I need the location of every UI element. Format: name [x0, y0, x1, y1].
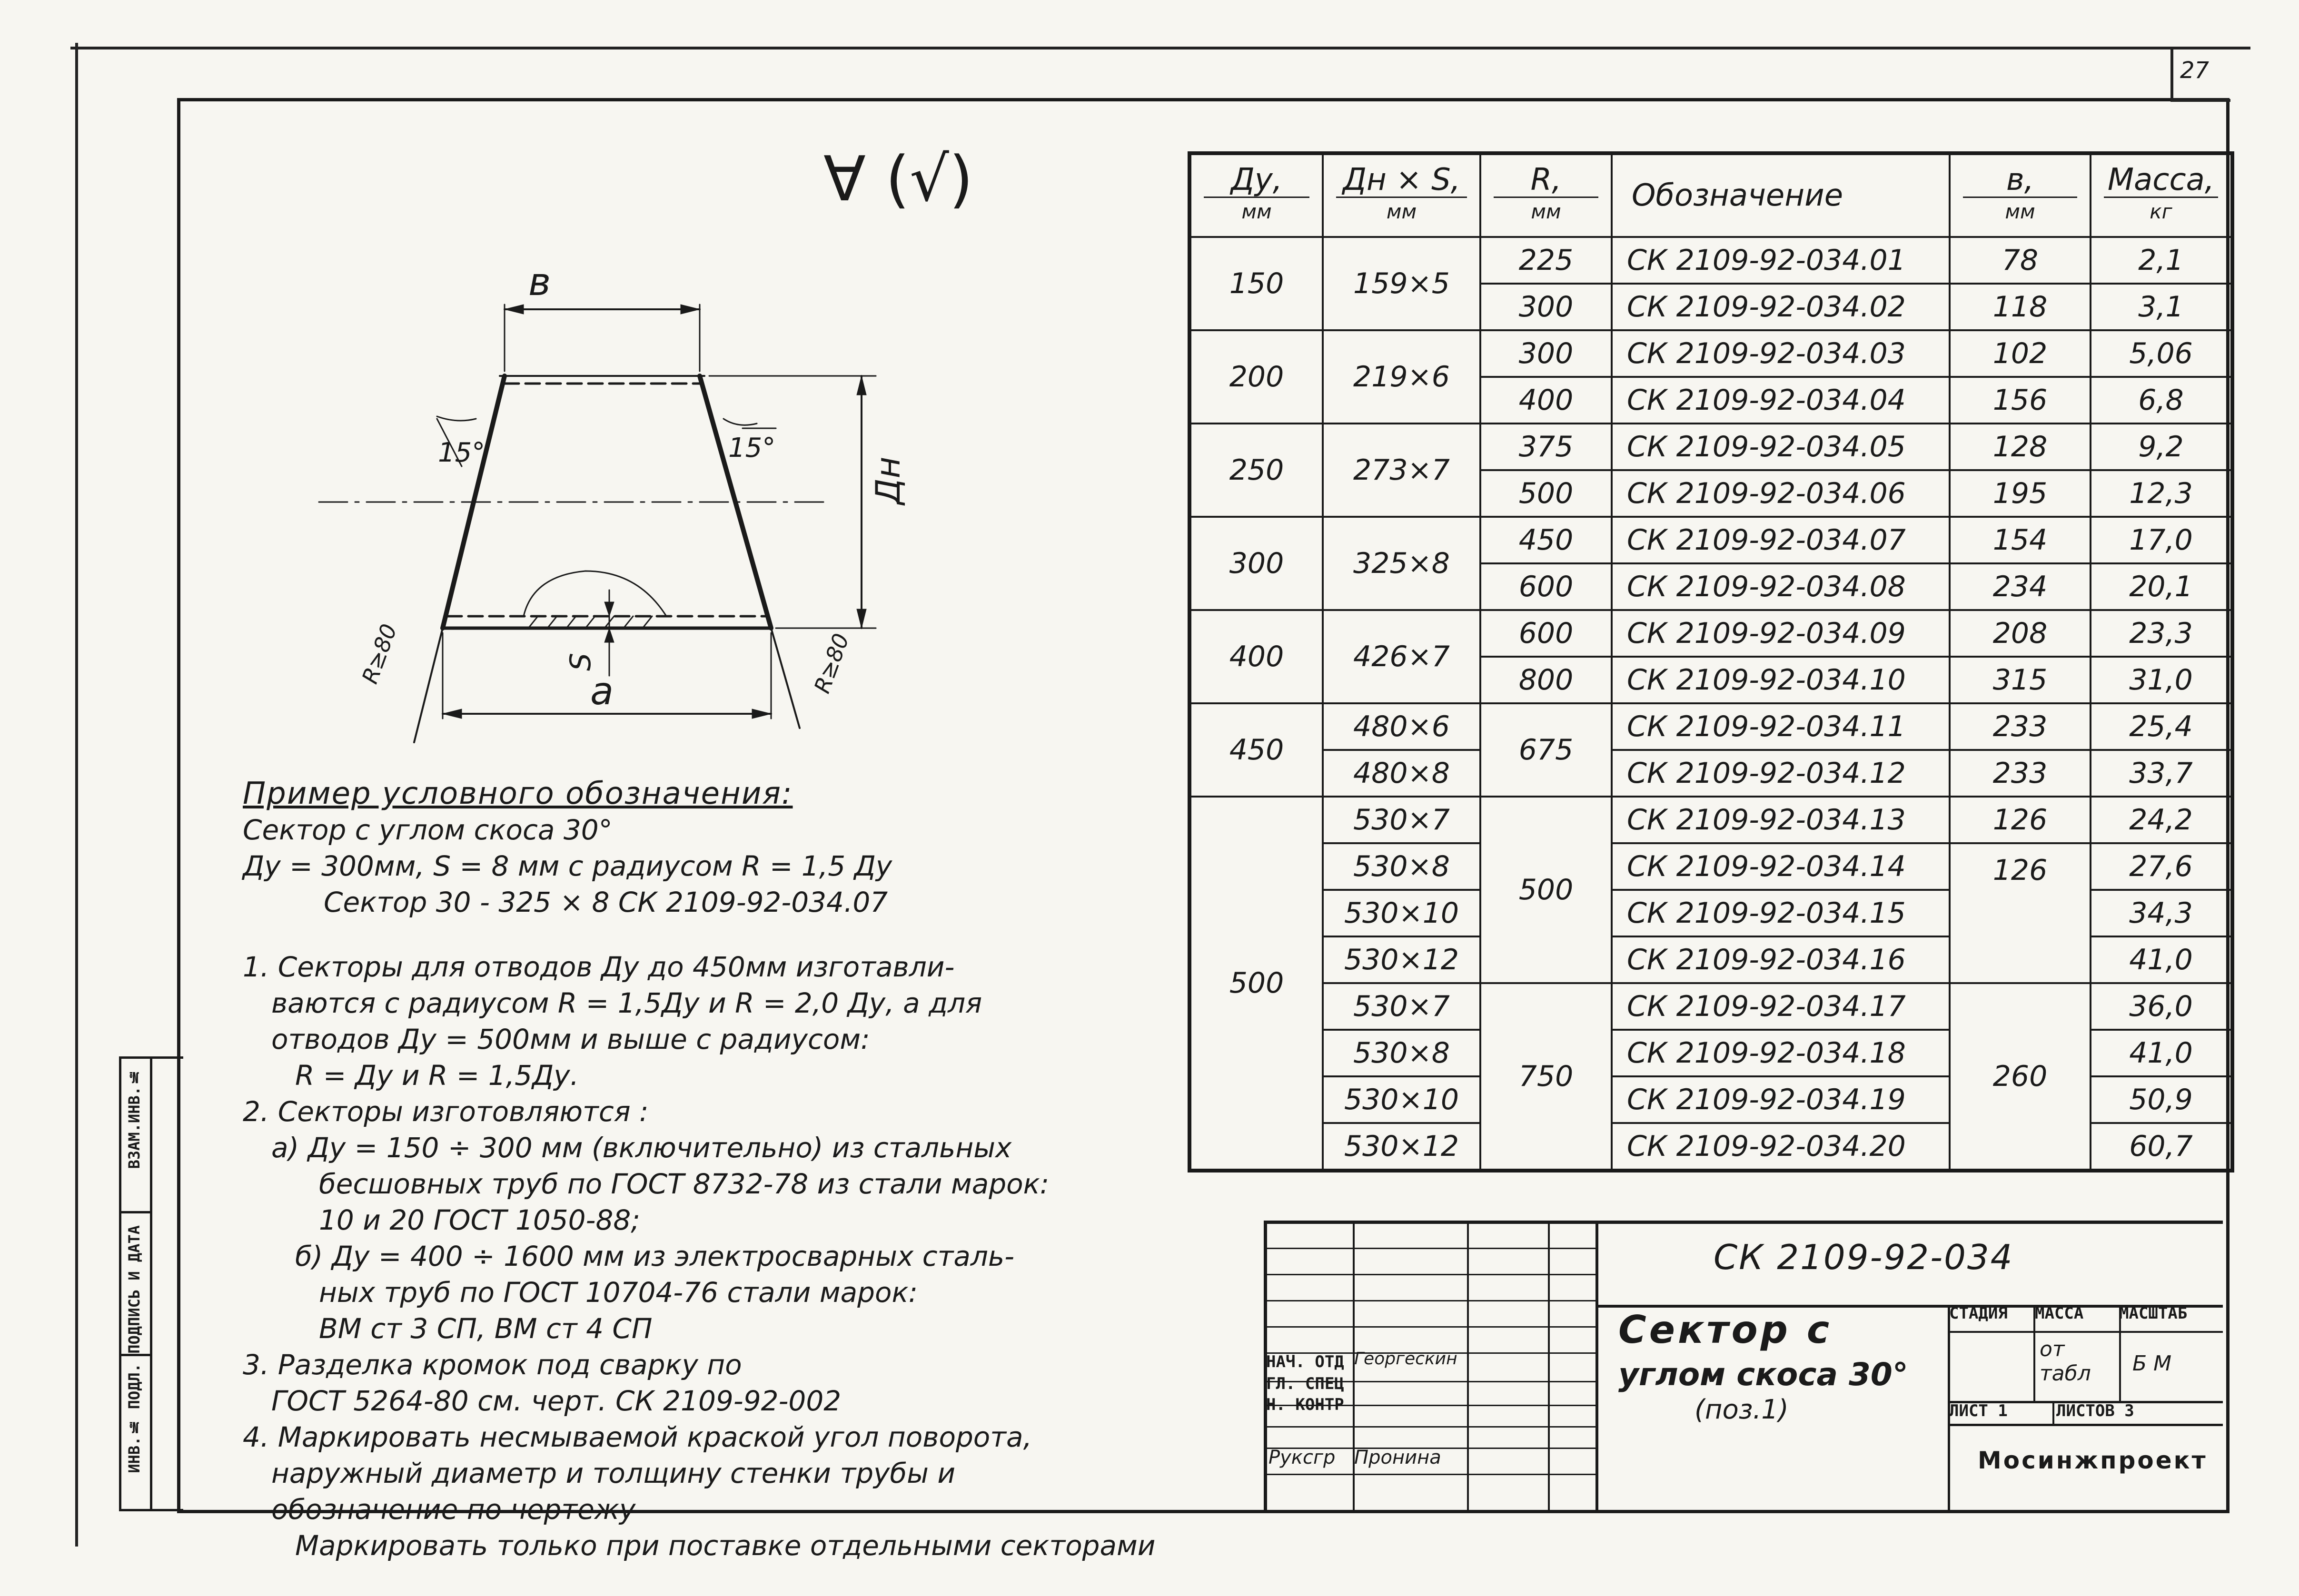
cell-r: 800 [1480, 657, 1612, 703]
cell-designation: СК 2109-92-034.12 [1612, 750, 1950, 797]
cell-dy: 500 [1189, 797, 1323, 1171]
note-line: 4. Маркировать несмываемой краской угол поворота, [243, 1421, 1032, 1453]
role-label: НАЧ. ОТД [1266, 1352, 1344, 1371]
table-header-row [1189, 153, 2232, 237]
cell-mass: 3,1 [2091, 284, 2232, 330]
note-line: наружный диаметр и толщину стенки трубы и [271, 1457, 956, 1489]
cell-designation: СК 2109-92-034.14 [1612, 843, 1950, 890]
note-line: обозначение по чертежу [271, 1493, 636, 1526]
cell-dn: 480×6 [1323, 703, 1480, 750]
table-row [1189, 237, 2232, 284]
note-line: а) Ду = 150 ÷ 300 мм (включительно) из стальных [271, 1132, 1012, 1164]
cell-dn: 530×10 [1323, 1076, 1480, 1123]
cell-b: 234 [1950, 563, 2091, 610]
angle-label-left: 15° [438, 437, 486, 468]
cell-dn: 219×6 [1323, 330, 1480, 424]
cell-dy: 300 [1189, 517, 1323, 610]
sheets-label: ЛИСТОВ 3 [2056, 1401, 2134, 1420]
cell-r: 750 [1480, 983, 1612, 1171]
cell-mass: 27,6 [2091, 843, 2232, 890]
scale-value: Б М [2132, 1351, 2172, 1376]
cell-designation: СК 2109-92-034.07 [1612, 517, 1950, 563]
side-stamp-label-inv: ИНВ.№ ПОДЛ. [125, 1363, 143, 1473]
cell-mass: 9,2 [2091, 424, 2232, 470]
cell-b: 233 [1950, 703, 2091, 750]
example-line: Ду = 300мм, S = 8 мм с радиусом R = 1,5 Ду [243, 850, 892, 882]
cell-designation: СК 2109-92-034.04 [1612, 377, 1950, 424]
col-header-dy: Ду, мм [1189, 153, 1323, 237]
col-header-dn: Дн × S, мм [1323, 153, 1480, 237]
cell-b: 156 [1950, 377, 2091, 424]
dim-label-b: в [528, 260, 551, 304]
cell-dy: 150 [1189, 237, 1323, 330]
cell-b: 128 [1950, 424, 2091, 470]
col-header-mass: Масса, кг [2091, 153, 2232, 237]
cell-mass: 41,0 [2091, 1030, 2232, 1076]
cell-designation: СК 2109-92-034.09 [1612, 610, 1950, 657]
sector-spec-table [1188, 151, 2234, 1172]
cell-b: 260 [1950, 983, 2091, 1171]
cell-designation: СК 2109-92-034.08 [1612, 563, 1950, 610]
drawing-title-line3: (поз.1) [1695, 1394, 1789, 1425]
angle-label-right: 15° [728, 433, 776, 463]
cell-mass: 17,0 [2091, 517, 2232, 563]
table-row [1189, 610, 2232, 657]
cell-designation: СК 2109-92-034.15 [1612, 890, 1950, 936]
table-row [1189, 517, 2232, 563]
cell-designation: СК 2109-92-034.19 [1612, 1076, 1950, 1123]
cell-r: 300 [1480, 330, 1612, 377]
table-row [1189, 703, 2232, 750]
note-line: 2. Секторы изготовляются : [243, 1095, 649, 1128]
cell-designation: СК 2109-92-034.03 [1612, 330, 1950, 377]
cell-b: 126 [1950, 843, 2091, 983]
note-line: отводов Ду = 500мм и выше с радиусом: [271, 1023, 870, 1055]
sheet-label: ЛИСТ 1 [1949, 1401, 2008, 1420]
roughness-symbol: ∀ (√) [823, 143, 973, 215]
cell-r: 675 [1480, 703, 1612, 797]
cell-designation: СК 2109-92-034.20 [1612, 1123, 1950, 1171]
note-line: б) Ду = 400 ÷ 1600 мм из электросварных сталь- [295, 1240, 1015, 1272]
cell-designation: СК 2109-92-034.17 [1612, 983, 1950, 1030]
cell-dy: 450 [1189, 703, 1323, 797]
example-title: Пример условного обозначения: [243, 776, 793, 811]
cell-dy: 250 [1189, 424, 1323, 517]
cell-dn: 530×12 [1323, 1123, 1480, 1171]
note-line: ВМ ст 3 СП, ВМ ст 4 СП [319, 1312, 653, 1345]
note-line: 3. Разделка кромок под сварку по [243, 1349, 742, 1381]
col-header-r: R, мм [1480, 153, 1612, 237]
role-name: Пронина [1354, 1447, 1441, 1468]
cell-designation: СК 2109-92-034.18 [1612, 1030, 1950, 1076]
cell-r: 600 [1480, 563, 1612, 610]
cell-r: 225 [1480, 237, 1612, 284]
cell-mass: 24,2 [2091, 797, 2232, 843]
cell-mass: 41,0 [2091, 936, 2232, 983]
cell-mass: 36,0 [2091, 983, 2232, 1030]
role-label: Н. КОНТР [1266, 1395, 1344, 1414]
radius-label-right: R≥80 [809, 630, 854, 697]
cell-mass: 33,7 [2091, 750, 2232, 797]
cell-dn: 530×7 [1323, 983, 1480, 1030]
cell-dy: 400 [1189, 610, 1323, 703]
note-line: ных труб по ГОСТ 10704-76 стали марок: [319, 1276, 918, 1309]
sector-drawing [305, 247, 933, 771]
cell-mass: 2,1 [2091, 237, 2232, 284]
cell-b: 126 [1950, 797, 2091, 843]
example-line: Сектор 30 - 325 × 8 СК 2109-92-034.07 [324, 886, 888, 918]
cell-dn: 426×7 [1323, 610, 1480, 703]
table-row [1189, 843, 2232, 890]
cell-designation: СК 2109-92-034.06 [1612, 470, 1950, 517]
cell-b: 233 [1950, 750, 2091, 797]
note-line: 1. Секторы для отводов Ду до 450мм изготавли- [243, 951, 955, 983]
cell-r: 375 [1480, 424, 1612, 470]
stage-label: СТАДИЯ [1949, 1304, 2008, 1323]
cell-r: 300 [1480, 284, 1612, 330]
cell-mass: 31,0 [2091, 657, 2232, 703]
page-number: 27 [2180, 57, 2210, 84]
table-row [1189, 424, 2232, 470]
cell-mass: 60,7 [2091, 1123, 2232, 1171]
cell-b: 154 [1950, 517, 2091, 563]
cell-designation: СК 2109-92-034.16 [1612, 936, 1950, 983]
cell-mass: 12,3 [2091, 470, 2232, 517]
note-line: R = Ду и R = 1,5Ду. [295, 1059, 579, 1092]
note-line: бесшовных труб по ГОСТ 8732-78 из стали марок: [319, 1168, 1050, 1200]
side-stamp-label-sign: ПОДПИСЬ И ДАТА [125, 1225, 143, 1354]
cell-r: 500 [1480, 797, 1612, 983]
example-line: Сектор с углом скоса 30° [243, 814, 613, 846]
table-row [1189, 797, 2232, 843]
note-line: 10 и 20 ГОСТ 1050-88; [319, 1204, 640, 1236]
role-label: ГЛ. СПЕЦ [1266, 1374, 1344, 1393]
cell-designation: СК 2109-92-034.10 [1612, 657, 1950, 703]
cell-mass: 50,9 [2091, 1076, 2232, 1123]
cell-designation: СК 2109-92-034.11 [1612, 703, 1950, 750]
cell-dn: 530×12 [1323, 936, 1480, 983]
scale-label: МАСШТАБ [2119, 1304, 2188, 1323]
notes-block [243, 776, 1171, 1564]
side-stamp-label-vzam: ВЗАМ.ИНВ.№ [125, 1068, 143, 1169]
drawing-code: СК 2109-92-034 [1714, 1237, 2014, 1277]
cell-dn: 530×7 [1323, 797, 1480, 843]
cell-b: 102 [1950, 330, 2091, 377]
mass-value: от табл [2040, 1337, 2091, 1386]
cell-dn: 325×8 [1323, 517, 1480, 610]
note-line: Маркировать только при поставке отдельными секторами [295, 1529, 1156, 1562]
cell-mass: 25,4 [2091, 703, 2232, 750]
cell-mass: 6,8 [2091, 377, 2232, 424]
role-name: Георгескин [1354, 1349, 1457, 1369]
table-row [1189, 750, 2232, 797]
cell-dn: 273×7 [1323, 424, 1480, 517]
note-line: ГОСТ 5264-80 см. черт. СК 2109-92-002 [271, 1385, 842, 1417]
organization-name: Мосинжпроект [1978, 1447, 2208, 1474]
cell-r: 600 [1480, 610, 1612, 657]
cell-dn: 530×8 [1323, 1030, 1480, 1076]
cell-mass: 23,3 [2091, 610, 2232, 657]
cell-designation: СК 2109-92-034.05 [1612, 424, 1950, 470]
cell-designation: СК 2109-92-034.13 [1612, 797, 1950, 843]
side-stamp [119, 1056, 183, 1511]
mass-label: МАССА [2035, 1304, 2084, 1323]
cell-dn: 480×8 [1323, 750, 1480, 797]
cell-b: 118 [1950, 284, 2091, 330]
drawing-title: Сектор с [1618, 1308, 1833, 1352]
cell-dn: 530×8 [1323, 843, 1480, 890]
cell-r: 450 [1480, 517, 1612, 563]
col-header-b: в, мм [1950, 153, 2091, 237]
cell-b: 208 [1950, 610, 2091, 657]
cell-mass: 34,3 [2091, 890, 2232, 936]
cell-dn: 159×5 [1323, 237, 1480, 330]
col-header-designation: Обозначение [1612, 153, 1950, 237]
cell-dy: 200 [1189, 330, 1323, 424]
cell-r: 500 [1480, 470, 1612, 517]
cell-mass: 5,06 [2091, 330, 2232, 377]
cell-b: 315 [1950, 657, 2091, 703]
cell-dn: 530×10 [1323, 890, 1480, 936]
table-row [1189, 330, 2232, 377]
cell-r: 400 [1480, 377, 1612, 424]
dim-label-s: S [564, 652, 597, 671]
role-label: Руксгр [1268, 1447, 1336, 1468]
table-row [1189, 983, 2232, 1030]
dim-label-dn: Дн [869, 456, 908, 504]
cell-designation: СК 2109-92-034.02 [1612, 284, 1950, 330]
drawing-title-line2: углом скоса 30° [1618, 1356, 1908, 1393]
cell-mass: 20,1 [2091, 563, 2232, 610]
note-line: ваются с радиусом R = 1,5Ду и R = 2,0 Ду, а для [271, 987, 982, 1019]
dim-label-a: a [590, 669, 614, 713]
cell-designation: СК 2109-92-034.01 [1612, 237, 1950, 284]
cell-b: 78 [1950, 237, 2091, 284]
radius-label-left: R≥80 [357, 621, 402, 687]
cell-b: 195 [1950, 470, 2091, 517]
